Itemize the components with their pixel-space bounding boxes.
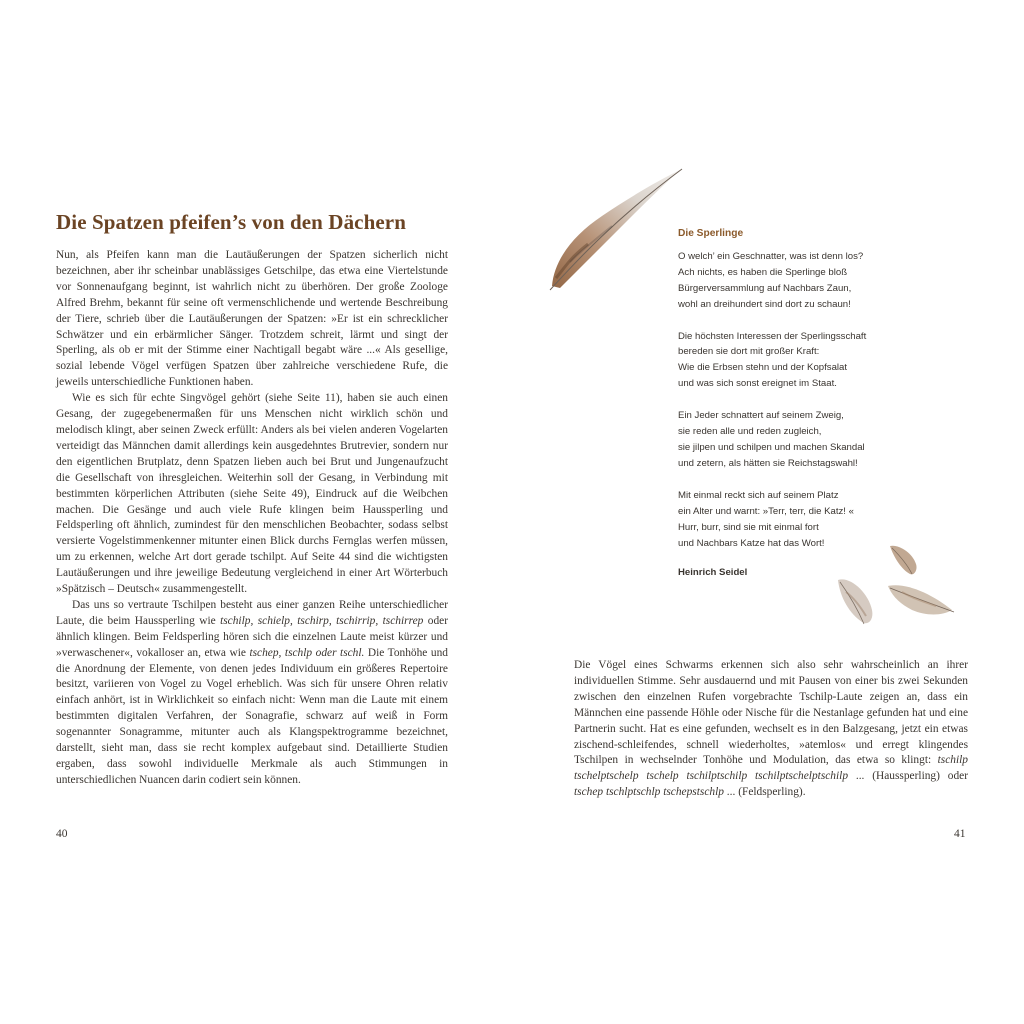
poem-line: Die höchsten Interessen der Sperlingsschaft: [678, 330, 867, 342]
poem-line: sie reden alle und reden zugleich,: [678, 426, 822, 438]
poem-line: Hurr, burr, sind sie mit einmal fort: [678, 521, 819, 533]
poem-line: Mit einmal reckt sich auf seinem Platz: [678, 489, 839, 501]
poem-line: ein Alter und warnt: »Terr, terr, die Katz! «: [678, 505, 854, 517]
poem-author: Heinrich Seidel: [678, 567, 748, 579]
house-sparrow-calls: tschilp, schielp, tschirp, tschirrip, tschirrep: [220, 614, 424, 627]
chapter-title: Die Spatzen pfeifen’s von den Dächern: [56, 210, 406, 234]
poem-line: Ach nichts, es haben die Sperlinge bloß: [678, 266, 848, 278]
house-sparrow-courtship-call: tschilp tschelptschelp tschelp tschilptschilp tschilptschelptschilp: [574, 754, 968, 783]
right-paragraph: [574, 658, 968, 801]
poem-stanza-3: [678, 408, 918, 472]
poem-line: wohl an dreihundert sind dort zu schaun!: [678, 298, 851, 310]
paragraph-3-part-a: Das uns so vertraute Tschilpen besteht aus einer ganzen Reihe unterschiedlicher Laute, die beim Haussperling wie: [56, 598, 448, 627]
paragraph-3-part-b: oder ähnlich klingen. Beim Feldsperling hören sich die einzelnen Laute meist kürzer und »verwaschener«, vokalloser an, etwa wie: [56, 614, 448, 659]
right-body-text: [574, 658, 968, 801]
paragraph-3-part-c: Die Tonhöhe und die Anordnung der Elemente, von denen jedes Individuum ein größeres Repertoire besitzt, variieren von Vogel zu Vogel erheblich. Was sich für unsere Ohren relativ einfach anhört, ist in Wirklichkeit so einfach nicht: Wenn man die Laute mit einem bestimmten digitalen Verfahren, der Sonagrafie, schwarz auf weiß in Form sogenannter Sonagramme, mitunter auch als Klangspektrogramme bezeichnet, darstellt, sieht man, dass sie recht komplex aufgebaut sind. Detaillierte Studien ergaben, dass sowohl individuelle Merkmale als auch Stimmungen in unterschiedlichen Nuancen darin codiert sein können.: [56, 646, 448, 786]
field-sparrow-courtship-call: tschep tschlptschlp tschepstschlp: [574, 786, 724, 799]
left-body-text: [56, 248, 448, 789]
page-number-right: 41: [954, 828, 966, 840]
poem-line: und zetern, als hätten sie Reichstagswahl!: [678, 457, 858, 469]
paragraph-3: [56, 598, 448, 789]
poem-line: und was sich sonst ereignet im Staat.: [678, 378, 837, 390]
poem: [678, 226, 918, 581]
poem-stanza-1: [678, 249, 918, 313]
poem-line: Ein Jeder schnattert auf seinem Zweig,: [678, 410, 844, 422]
poem-line: O welch’ ein Geschnatter, was ist denn los?: [678, 250, 864, 262]
poem-line: Bürgerversammlung auf Nachbars Zaun,: [678, 282, 852, 294]
paragraph-1: Nun, als Pfeifen kann man die Lautäußerungen der Spatzen sicherlich nicht bezeichnen, aber ihr scheinbar unablässiges Getschilpe, das etwa eine Viertelstunde vor Sonnenaufgang beginnt, ist wahrlich nicht zu überhören. Der große Zoologe Alfred Brehm, bekannt für seine oft vermenschlichende und wertende Beschreibung der Tiere, schrieb über die Lautäußerungen der Spatzen: »Er ist ein schrecklicher Schwätzer und ein erbärmlicher Sänger. Trotzdem schreit, lärmt und singt der Sperling, als ob er mit der Stimme einer Nachtigall begabt wäre ...« Als gesellige, sozial lebende Vögel verfügen Spatzen über zahlreiche verschiedene Rufe, die jeweils unterschiedliche Funktionen haben.: [56, 249, 448, 389]
poem-line: und Nachbars Katze hat das Wort!: [678, 537, 825, 549]
field-sparrow-calls: tschep, tschlp oder tschl.: [249, 646, 365, 659]
right-paragraph-part-b: ... (Haussperling) oder: [848, 770, 968, 783]
right-paragraph-part-a: Die Vögel eines Schwarms erkennen sich also sehr wahrscheinlich an ihrer individuellen Stimme. Sehr ausdauernd und mit Pausen von einer bis zwei Sekunden zwischen den einzelnen Rufen vorgebrachte Tschilp-Laute zeigen an, dass ein Männchen eine passende Höhle oder Nische für die Nestanlage gefunden hat und eine Partnerin sucht. Hat es eine gefunden, wechselt es in den Balzgesang, jetzt ein etwas zischend-schleifendes, schnell wiederholtes, »atemlos« und erregt klingendes Tschilpen in wechselnder Tonhöhe und Modulation, das etwa so klingt:: [574, 659, 968, 767]
poem-line: sie jilpen und schilpen und machen Skandal: [678, 441, 865, 453]
poem-line: bereden sie dort mit großer Kraft:: [678, 346, 820, 358]
page-number-left: 40: [56, 828, 68, 840]
small-feathers-illustration: [832, 536, 972, 636]
feather-large-illustration: [542, 166, 692, 296]
paragraph-2: Wie es sich für echte Singvögel gehört (siehe Seite 11), haben sie auch einen Gesang, der zugegebenermaßen für uns Menschen nicht wirklich schön und melodisch klingt, aber seinen Zweck erfüllt: Anders als bei vielen anderen Vogelarten verteidigt das Männchen damit allerdings kein ausgedehntes Brutrevier, sondern nur den eigentlichen Brutplatz, denn Spatzen lieben auch bei Brut und Jungenaufzucht die Gesellschaft von ihresgleichen. Weiterhin soll der Gesang, in Verbindung mit bestimmten körperlichen Attributen (siehe Seite 49), Eindruck auf die Weibchen machen. Die Gesänge und auch viele Rufe klingen beim Haussperling und Feldsperling oft ähnlich, zumindest für den menschlichen Beobachter, sodass selbst versierte Vogelstimmenkenner mitunter einen Blick durchs Fernglas werfen müssen, um zu erkennen, welche Art dort gerade tschilpt. Auf Seite 44 sind die wichtigsten Lautäußerungen und ihre jeweilige Bedeutung vergleichend in einer Art Wörterbuch »Spätzisch – Deutsch« zusammengestellt.: [56, 392, 448, 596]
poem-stanza-2: [678, 329, 918, 393]
poem-line: Wie die Erbsen stehn und der Kopfsalat: [678, 362, 848, 374]
poem-title: Die Sperlinge: [678, 228, 744, 239]
right-page: [512, 0, 1024, 1024]
right-paragraph-part-c: ... (Feldsperling).: [723, 786, 806, 799]
